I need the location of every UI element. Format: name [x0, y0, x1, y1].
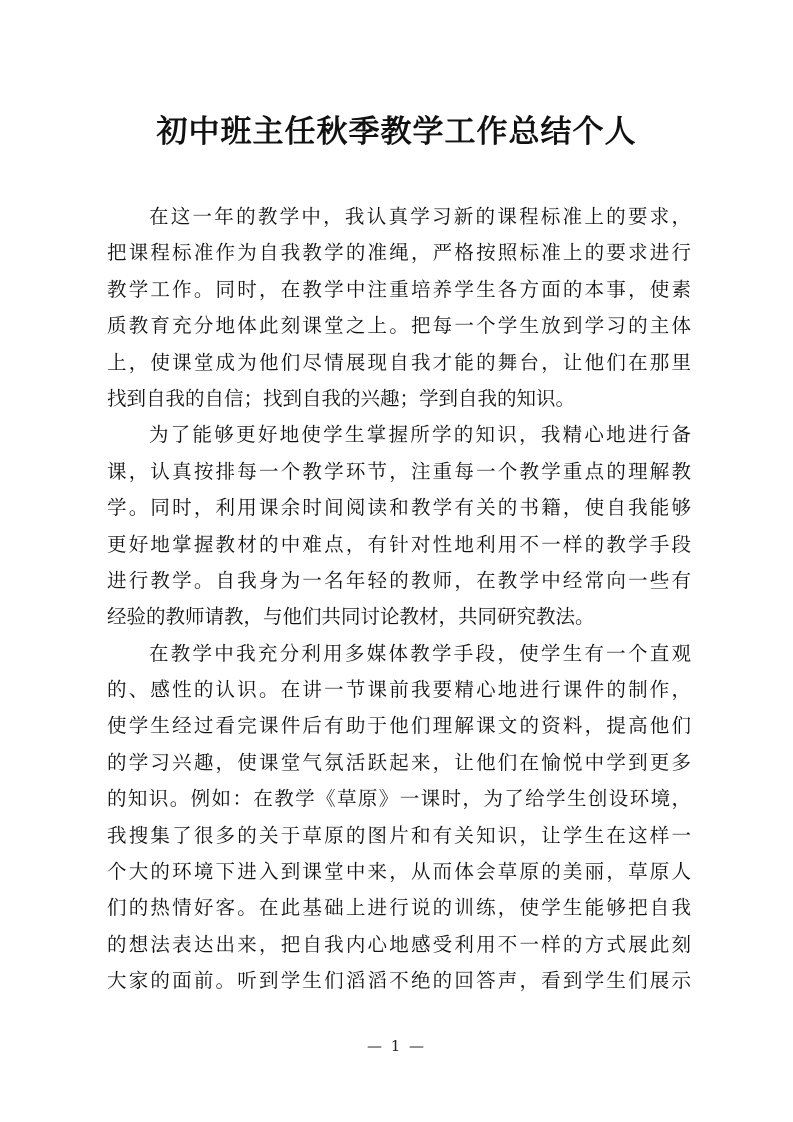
text-line: 在这一年的教学中，我认真学习新的课程标准上的要求， [149, 205, 691, 228]
document-title: 初中班主任秋季教学工作总结个人 [156, 114, 637, 150]
page-number: — 1 — [366, 1037, 427, 1055]
text-line: 课，认真按排每一个教学环节，注重每一个教学重点的理解教 [107, 459, 691, 483]
text-line: 使学生经过看完课件后有助于他们理解课文的资料，提高他们 [107, 714, 691, 738]
text-line: 把课程标准作为自我教学的准绳，严格按照标准上的要求进行 [107, 241, 691, 265]
text-line: 的知识。例如：在教学《草原》一课时，为了给学生创设环境， [107, 787, 691, 811]
text-line: 的、感性的认识。在讲一节课前我要精心地进行课件的制作， [107, 678, 691, 702]
text-line: 为了能够更好地使学生掌握所学的知识，我精心地进行备 [149, 423, 691, 447]
text-line: 们的热情好客。在此基础上进行说的训练，使学生能够把自我 [107, 896, 691, 920]
text-line: 在教学中我充分利用多媒体教学手段，使学生有一个直观 [149, 641, 691, 665]
text-line: 的学习兴趣，使课堂气氛活跃起来，让他们在愉悦中学到更多 [107, 750, 691, 774]
text-line: 我搜集了很多的关于草原的图片和有关知识，让学生在这样一 [107, 823, 691, 847]
paragraph-3 [107, 636, 691, 1000]
text-line: 教学工作。同时，在教学中注重培养学生各方面的本事，使素 [107, 277, 691, 301]
text-line: 个大的环境下进入到课堂中来，从而体会草原的美丽，草原人 [107, 860, 691, 884]
text-line: 进行教学。自我身为一名年轻的教师，在教学中经常向一些有 [107, 568, 691, 592]
text-line: 的想法表达出来，把自我内心地感受利用不一样的方式展此刻 [107, 932, 691, 956]
text-line: 经验的教师请教，与他们共同讨论教材，共同研究教法。 [107, 605, 595, 629]
text-line: 学。同时，利用课余时间阅读和教学有关的书籍，使自我能够 [107, 496, 691, 520]
paragraph-2 [107, 417, 691, 635]
text-line: 上，使课堂成为他们尽情展现自我才能的舞台，让他们在那里 [107, 350, 691, 374]
paragraph-1 [107, 199, 691, 417]
document-body [107, 199, 691, 1000]
text-line: 找到自我的自信；找到自我的兴趣；学到自我的知识。 [107, 386, 576, 410]
text-line: 大家的面前。听到学生们滔滔不绝的回答声，看到学生们展示 [107, 969, 691, 993]
text-line: 质教育充分地体此刻课堂之上。把每一个学生放到学习的主体 [107, 314, 691, 338]
text-line: 更好地掌握教材的中难点，有针对性地利用不一样的教学手段 [107, 532, 691, 556]
